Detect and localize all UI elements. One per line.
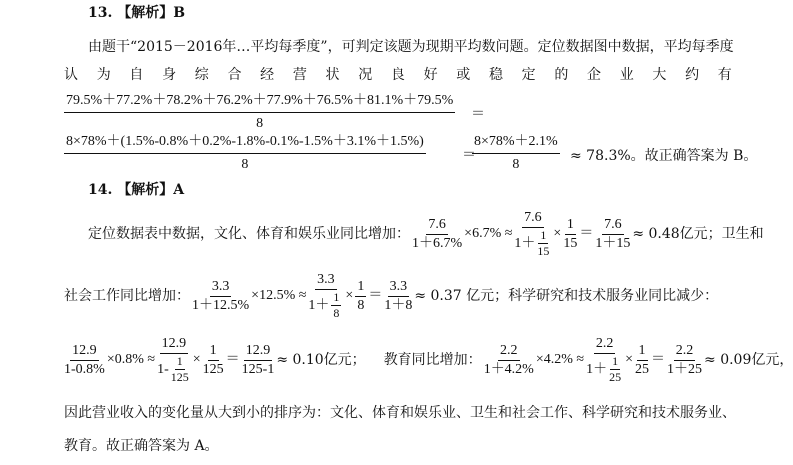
- q13-line2-char: 的: [554, 67, 569, 83]
- q13-line2-char: 综: [194, 67, 209, 83]
- frac-denominator-prefix: 1＋: [586, 361, 608, 377]
- q14-line1-times-1: ×6.7% ≈: [464, 226, 513, 241]
- q14-line3-frac-d: [242, 343, 275, 378]
- frac-numerator: 1: [176, 354, 183, 368]
- frac-denominator: [308, 290, 343, 320]
- q14-line3-frac-g: [635, 343, 649, 378]
- q13-fraction-2-denominator: 8: [241, 157, 249, 172]
- q13-line1: 由题干“2015－2016年…平均每季度”，可判定该题为现期平均数问题。定位数据图中数据，平均每季度: [88, 39, 734, 55]
- frac-denominator: 15: [563, 235, 578, 251]
- frac-denominator-prefix: 1＋: [514, 235, 536, 251]
- frac-denominator: 25: [635, 361, 650, 377]
- frac-numerator: 1: [208, 343, 219, 361]
- q13-line2-char: 良: [390, 67, 405, 83]
- q13-fraction-3-denominator: 8: [512, 157, 520, 172]
- frac-numerator: 3.3: [210, 279, 232, 297]
- frac-denominator-prefix: 1-: [157, 361, 169, 377]
- q13-line2-char: 好: [423, 67, 438, 83]
- frac-numerator: 1: [333, 290, 340, 304]
- frac-denominator: 25: [609, 370, 622, 384]
- q14-line2-frac-b: [308, 272, 343, 320]
- q14-line1-frac-b: [514, 210, 551, 258]
- frac-denominator: 8: [357, 297, 365, 313]
- q13-conclusion: ≈ 78.3%。故正确答案为 B。: [570, 148, 758, 164]
- frac-numerator: 7.6: [426, 217, 448, 235]
- frac-denominator: 125: [202, 361, 224, 377]
- frac-numerator: 7.6: [602, 217, 624, 235]
- frac-numerator: 7.6: [522, 210, 544, 228]
- frac-numerator: 3.3: [315, 272, 337, 290]
- frac-numerator: 1: [637, 343, 648, 361]
- q14-line3-times-1: ×0.8% ≈: [106, 352, 156, 367]
- q13-line2-char: 营: [292, 67, 307, 83]
- q14-line1-frac-a: [412, 217, 462, 252]
- q13-line2: [64, 66, 732, 84]
- frac-numerator: 12.9: [244, 343, 273, 361]
- q14-line3-frac-b: [157, 336, 191, 384]
- q14-line3-times-2: ×: [192, 352, 201, 367]
- q14-line3-education-text: 教育同比增加：: [383, 352, 482, 368]
- q14-heading: 14. 【解析】A: [88, 182, 185, 198]
- q13-line2-char: 或: [456, 67, 471, 83]
- q14-line4: 因此营业收入的变化量从大到小的排序为：文化、体育和娱乐业、卫生和社会工作、科学研究和技术服务业、: [64, 405, 736, 421]
- q14-line3-times-4: ×: [625, 352, 634, 367]
- q14-line1-frac-c: [563, 217, 577, 252]
- q14-line5: 教育。故正确答案为 A。: [64, 438, 219, 454]
- frac-numerator: 1: [355, 279, 366, 297]
- frac-denominator-prefix: 1＋: [308, 297, 330, 313]
- q14-line1-text: 定位数据表中数据，文化、体育和娱乐业同比增加：: [88, 226, 410, 242]
- q14-line3-frac-a: [64, 343, 105, 378]
- q14-line2-text: 社会工作同比增加：: [64, 288, 190, 304]
- q14-line2-frac-c: [355, 279, 366, 314]
- q14-line1: [88, 210, 764, 258]
- frac-denominator: 1＋8: [384, 297, 413, 313]
- nested-fraction: [537, 229, 549, 258]
- q14-line2-tail: ≈ 0.37 亿元；科学研究和技术服务业同比减少：: [414, 288, 719, 304]
- frac-denominator: 1＋6.7%: [412, 235, 463, 251]
- q14-line3-frac-h: [667, 343, 702, 378]
- nested-fraction: [609, 355, 621, 384]
- q13-heading: 13. 【解析】B: [88, 5, 186, 21]
- q13-line2-char: 业: [619, 67, 634, 83]
- q13-fraction-2-numerator: 8×78%＋(1.5%-0.8%＋0.2%-1.8%-0.1%-1.5%＋3.1%＋1.5%): [64, 133, 426, 154]
- frac-numerator: 1: [612, 354, 619, 368]
- q14-line2: [64, 272, 718, 320]
- frac-numerator: 3.3: [388, 279, 410, 297]
- q13-fraction-1-denominator: 8: [256, 116, 264, 131]
- frac-numerator: 2.2: [498, 343, 520, 361]
- q13-line2-char: 企: [587, 67, 601, 83]
- frac-numerator: 2.2: [594, 336, 616, 354]
- q13-fraction-1: [64, 92, 455, 133]
- q13-line2-char: 经: [260, 67, 275, 83]
- frac-denominator: [586, 354, 623, 384]
- q14-line2-times-2: ×: [345, 288, 354, 303]
- q14-line3-frac-f: [586, 336, 623, 384]
- q13-fraction-1-numerator: 79.5%＋77.2%＋78.2%＋76.2%＋77.9%＋76.5%＋81.1%＋79.5%: [64, 92, 455, 113]
- q14-line3-frac-c: [203, 343, 224, 378]
- q13-line2-char: 认: [64, 67, 78, 83]
- q14-line2-frac-a: [192, 279, 249, 314]
- q13-line2-char: 约: [685, 67, 700, 83]
- frac-denominator: 8: [333, 306, 340, 320]
- q13-line2-char: 自: [129, 67, 144, 83]
- frac-numerator: 12.9: [160, 336, 189, 354]
- q14-line3-frac-e: [484, 343, 534, 378]
- frac-denominator: 1＋25: [667, 361, 703, 377]
- q13-fraction-2: [64, 133, 426, 174]
- q13-line2-char: 状: [325, 67, 340, 83]
- frac-numerator: 1: [540, 228, 547, 242]
- q14-line3-equals: ＝: [225, 352, 240, 367]
- frac-denominator: 1-0.8%: [64, 361, 105, 377]
- q13-equals-1: ＝: [471, 107, 485, 122]
- q14-line2-times-1: ×12.5% ≈: [251, 288, 307, 303]
- frac-numerator: 1: [565, 217, 576, 235]
- q14-line2-equals: ＝: [368, 288, 383, 303]
- frac-numerator: 12.9: [70, 343, 99, 361]
- frac-denominator: [514, 228, 551, 258]
- q13-line2-char: 身: [162, 67, 177, 83]
- q14-line3-tail: ≈ 0.10亿元；: [276, 352, 366, 368]
- nested-fraction: [171, 355, 189, 384]
- q13-line2-char: 有: [717, 67, 732, 83]
- frac-denominator: 1＋4.2%: [483, 361, 534, 377]
- q14-line3-times-3: ×4.2% ≈: [535, 352, 585, 367]
- q13-line2-char: 况: [358, 67, 373, 83]
- q14-line3: [62, 336, 793, 384]
- frac-denominator: 1＋12.5%: [192, 297, 250, 313]
- q13-line2-char: 大: [652, 67, 667, 83]
- frac-denominator: 1＋15: [595, 235, 631, 251]
- q13-equals-2: ＝: [462, 148, 476, 163]
- frac-denominator: 125: [170, 370, 189, 384]
- nested-fraction: [331, 291, 341, 320]
- q14-line3-tail-2: ≈ 0.09亿元，: [704, 352, 793, 368]
- q14-line1-times-2: ×: [553, 226, 562, 241]
- q13-line2-char: 合: [227, 67, 242, 83]
- frac-denominator: 15: [537, 244, 550, 258]
- frac-denominator: [157, 354, 191, 384]
- q13-fraction-3-numerator: 8×78%＋2.1%: [472, 133, 560, 154]
- frac-denominator: 125-1: [241, 361, 275, 377]
- q14-line1-equals: ＝: [579, 226, 594, 241]
- q14-line1-tail: ≈ 0.48亿元；卫生和: [632, 226, 764, 242]
- q13-line2-char: 为: [96, 67, 111, 83]
- q13-fraction-3: [472, 133, 560, 174]
- q14-line3-equals-2: ＝: [651, 352, 666, 367]
- q13-line2-char: 定: [521, 67, 536, 83]
- frac-numerator: 2.2: [674, 343, 696, 361]
- q14-line1-frac-d: [595, 217, 630, 252]
- q14-line2-frac-d: [384, 279, 412, 314]
- q13-line2-char: 稳: [488, 67, 503, 83]
